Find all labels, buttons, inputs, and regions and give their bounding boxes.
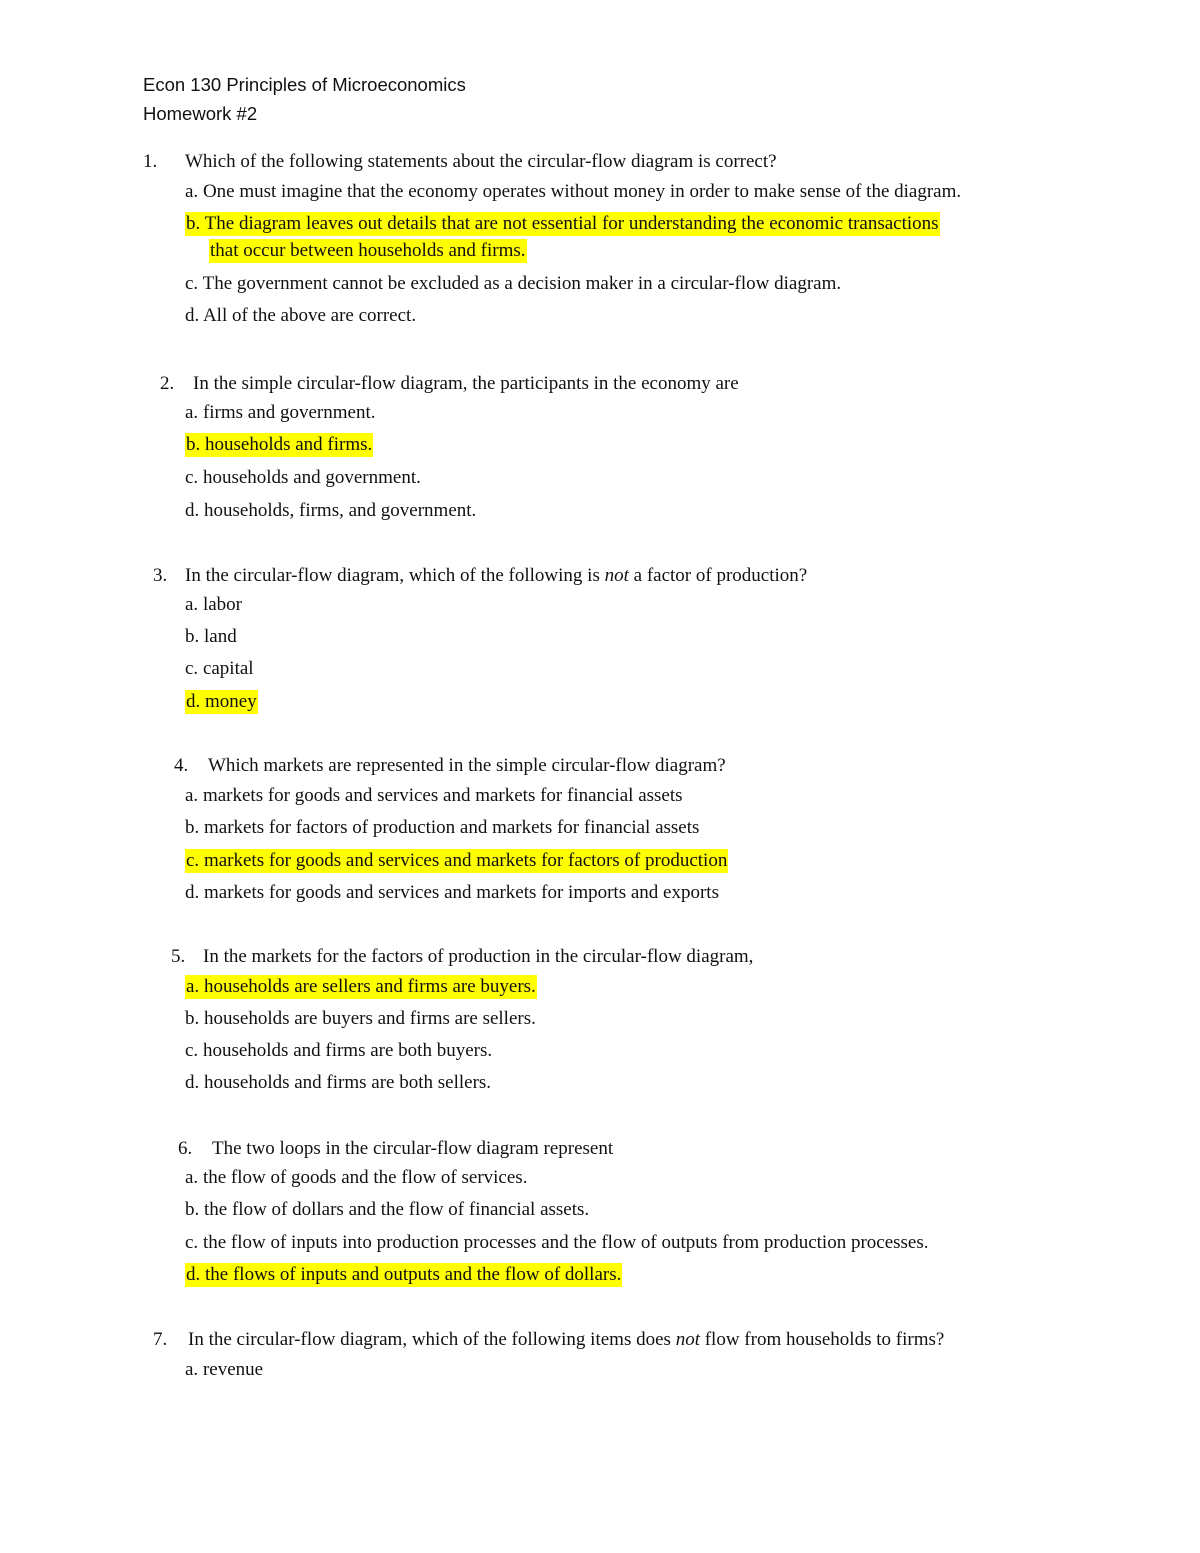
option-letter: c. (185, 467, 199, 488)
question-number: 1. (143, 151, 158, 172)
option-letter: d. (185, 882, 200, 903)
question-number: 2. (160, 373, 175, 394)
option-text: households, firms, and government. (204, 500, 477, 521)
option-6b (185, 1196, 589, 1224)
option-2b (185, 431, 373, 459)
option-text: households are sellers and firms are buyers. (203, 976, 536, 997)
question-number: 7. (153, 1329, 168, 1350)
option-5c (185, 1037, 492, 1065)
option-letter: c. (185, 1232, 199, 1253)
option-text: firms and government. (202, 402, 376, 423)
option-text: the flows of inputs and outputs and the flow of dollars. (205, 1264, 622, 1285)
option-7a (185, 1356, 263, 1384)
option-text-line2: that occur between households and firms. (210, 240, 526, 261)
option-text: land (204, 626, 237, 647)
option-1a (185, 178, 961, 206)
option-4d (185, 879, 719, 907)
option-letter: a. (185, 785, 199, 806)
question-2 (160, 370, 739, 398)
option-letter: a. (185, 1167, 199, 1188)
option-6d (185, 1261, 622, 1289)
question-text: Which of the following statements about the circular-flow diagram is correct? (185, 151, 777, 172)
option-4a (185, 782, 683, 810)
option-text: money (205, 691, 257, 712)
question-text: Which markets are represented in the simple circular-flow diagram? (208, 755, 726, 776)
option-text: households are buyers and firms are sellers. (204, 1008, 536, 1029)
option-letter: b. (185, 626, 200, 647)
option-text: the flow of goods and the flow of services. (202, 1167, 528, 1188)
option-text: One must imagine that the economy operates without money in order to make sense of the diagram. (202, 181, 962, 202)
question-number: 3. (153, 565, 168, 586)
option-letter: b. (185, 817, 200, 838)
option-3a (185, 591, 242, 619)
option-3d (185, 688, 258, 716)
option-letter: a. (185, 181, 199, 202)
option-letter: a. (185, 594, 199, 615)
option-2d (185, 497, 476, 525)
question-text-after: flow from households to firms? (699, 1329, 945, 1350)
question-text-emphasis: not (675, 1329, 700, 1350)
option-letter: c. (185, 658, 199, 679)
option-letter: d. (186, 691, 201, 712)
option-text: markets for goods and services and markets for imports and exports (204, 882, 719, 903)
question-number: 4. (174, 755, 189, 776)
highlighted-answer (185, 433, 373, 457)
highlighted-answer (185, 1263, 622, 1287)
option-text: households and firms are both sellers. (204, 1072, 492, 1093)
assignment-title: Homework #2 (143, 103, 258, 124)
option-letter: c. (186, 850, 200, 871)
option-letter: d. (186, 1264, 201, 1285)
document-header (143, 70, 466, 128)
question-text-before: In the circular-flow diagram, which of the following is (185, 565, 605, 586)
question-6 (178, 1135, 613, 1163)
option-letter: b. (186, 213, 201, 234)
option-letter: a. (186, 976, 200, 997)
option-3b (185, 623, 237, 651)
question-text-before: In the circular-flow diagram, which of the following items does (188, 1329, 676, 1350)
option-1d (185, 302, 416, 330)
question-3 (153, 562, 807, 590)
option-4c (185, 847, 728, 875)
option-text: households and firms. (205, 434, 373, 455)
option-3c (185, 655, 254, 683)
option-text: markets for goods and services and markets for financial assets (202, 785, 683, 806)
highlighted-answer (185, 212, 940, 236)
question-text: In the simple circular-flow diagram, the participants in the economy are (193, 373, 739, 394)
option-2a (185, 399, 375, 427)
question-number: 6. (178, 1138, 193, 1159)
option-letter: b. (185, 1008, 200, 1029)
option-letter: d. (185, 1072, 200, 1093)
option-text: households and government. (202, 467, 421, 488)
option-letter: d. (185, 500, 200, 521)
highlighted-answer-continued (209, 239, 527, 263)
option-text: the flow of dollars and the flow of financial assets. (204, 1199, 590, 1220)
option-text: All of the above are correct. (202, 305, 417, 326)
question-text: In the markets for the factors of production in the circular-flow diagram, (203, 946, 754, 967)
option-2c (185, 464, 421, 492)
option-text: the flow of inputs into production processes and the flow of outputs from production processes. (202, 1232, 929, 1253)
question-number: 5. (171, 946, 186, 967)
option-text: households and firms are both buyers. (202, 1040, 493, 1061)
option-letter: a. (185, 402, 199, 423)
option-text: markets for factors of production and markets for financial assets (204, 817, 700, 838)
option-text-line1: The diagram leaves out details that are not essential for understanding the economic transactions (204, 213, 939, 234)
option-5b (185, 1005, 536, 1033)
option-letter: b. (186, 434, 201, 455)
option-letter: c. (185, 1040, 199, 1061)
option-6a (185, 1164, 527, 1192)
option-text: capital (202, 658, 254, 679)
question-4 (174, 752, 726, 780)
highlighted-answer (185, 690, 258, 714)
option-letter: d. (185, 305, 200, 326)
question-text: The two loops in the circular-flow diagram represent (212, 1138, 614, 1159)
course-title: Econ 130 Principles of Microeconomics (143, 74, 466, 95)
option-text: revenue (202, 1359, 264, 1380)
option-text: The government cannot be excluded as a decision maker in a circular-flow diagram. (202, 273, 842, 294)
question-text-after: a factor of production? (628, 565, 808, 586)
option-5a (185, 973, 537, 1001)
option-6c (185, 1229, 929, 1257)
question-text-emphasis: not (604, 565, 629, 586)
question-5 (171, 943, 753, 971)
highlighted-answer (185, 849, 728, 873)
option-1c (185, 270, 841, 298)
option-text: labor (202, 594, 242, 615)
option-4b (185, 814, 699, 842)
option-text: markets for goods and services and markets for factors of production (203, 850, 728, 871)
highlighted-answer (185, 975, 537, 999)
question-7 (153, 1326, 944, 1354)
question-1 (143, 148, 777, 176)
option-5d (185, 1069, 491, 1097)
option-letter: c. (185, 273, 199, 294)
option-1b (185, 210, 940, 264)
option-letter: b. (185, 1199, 200, 1220)
option-letter: a. (185, 1359, 199, 1380)
